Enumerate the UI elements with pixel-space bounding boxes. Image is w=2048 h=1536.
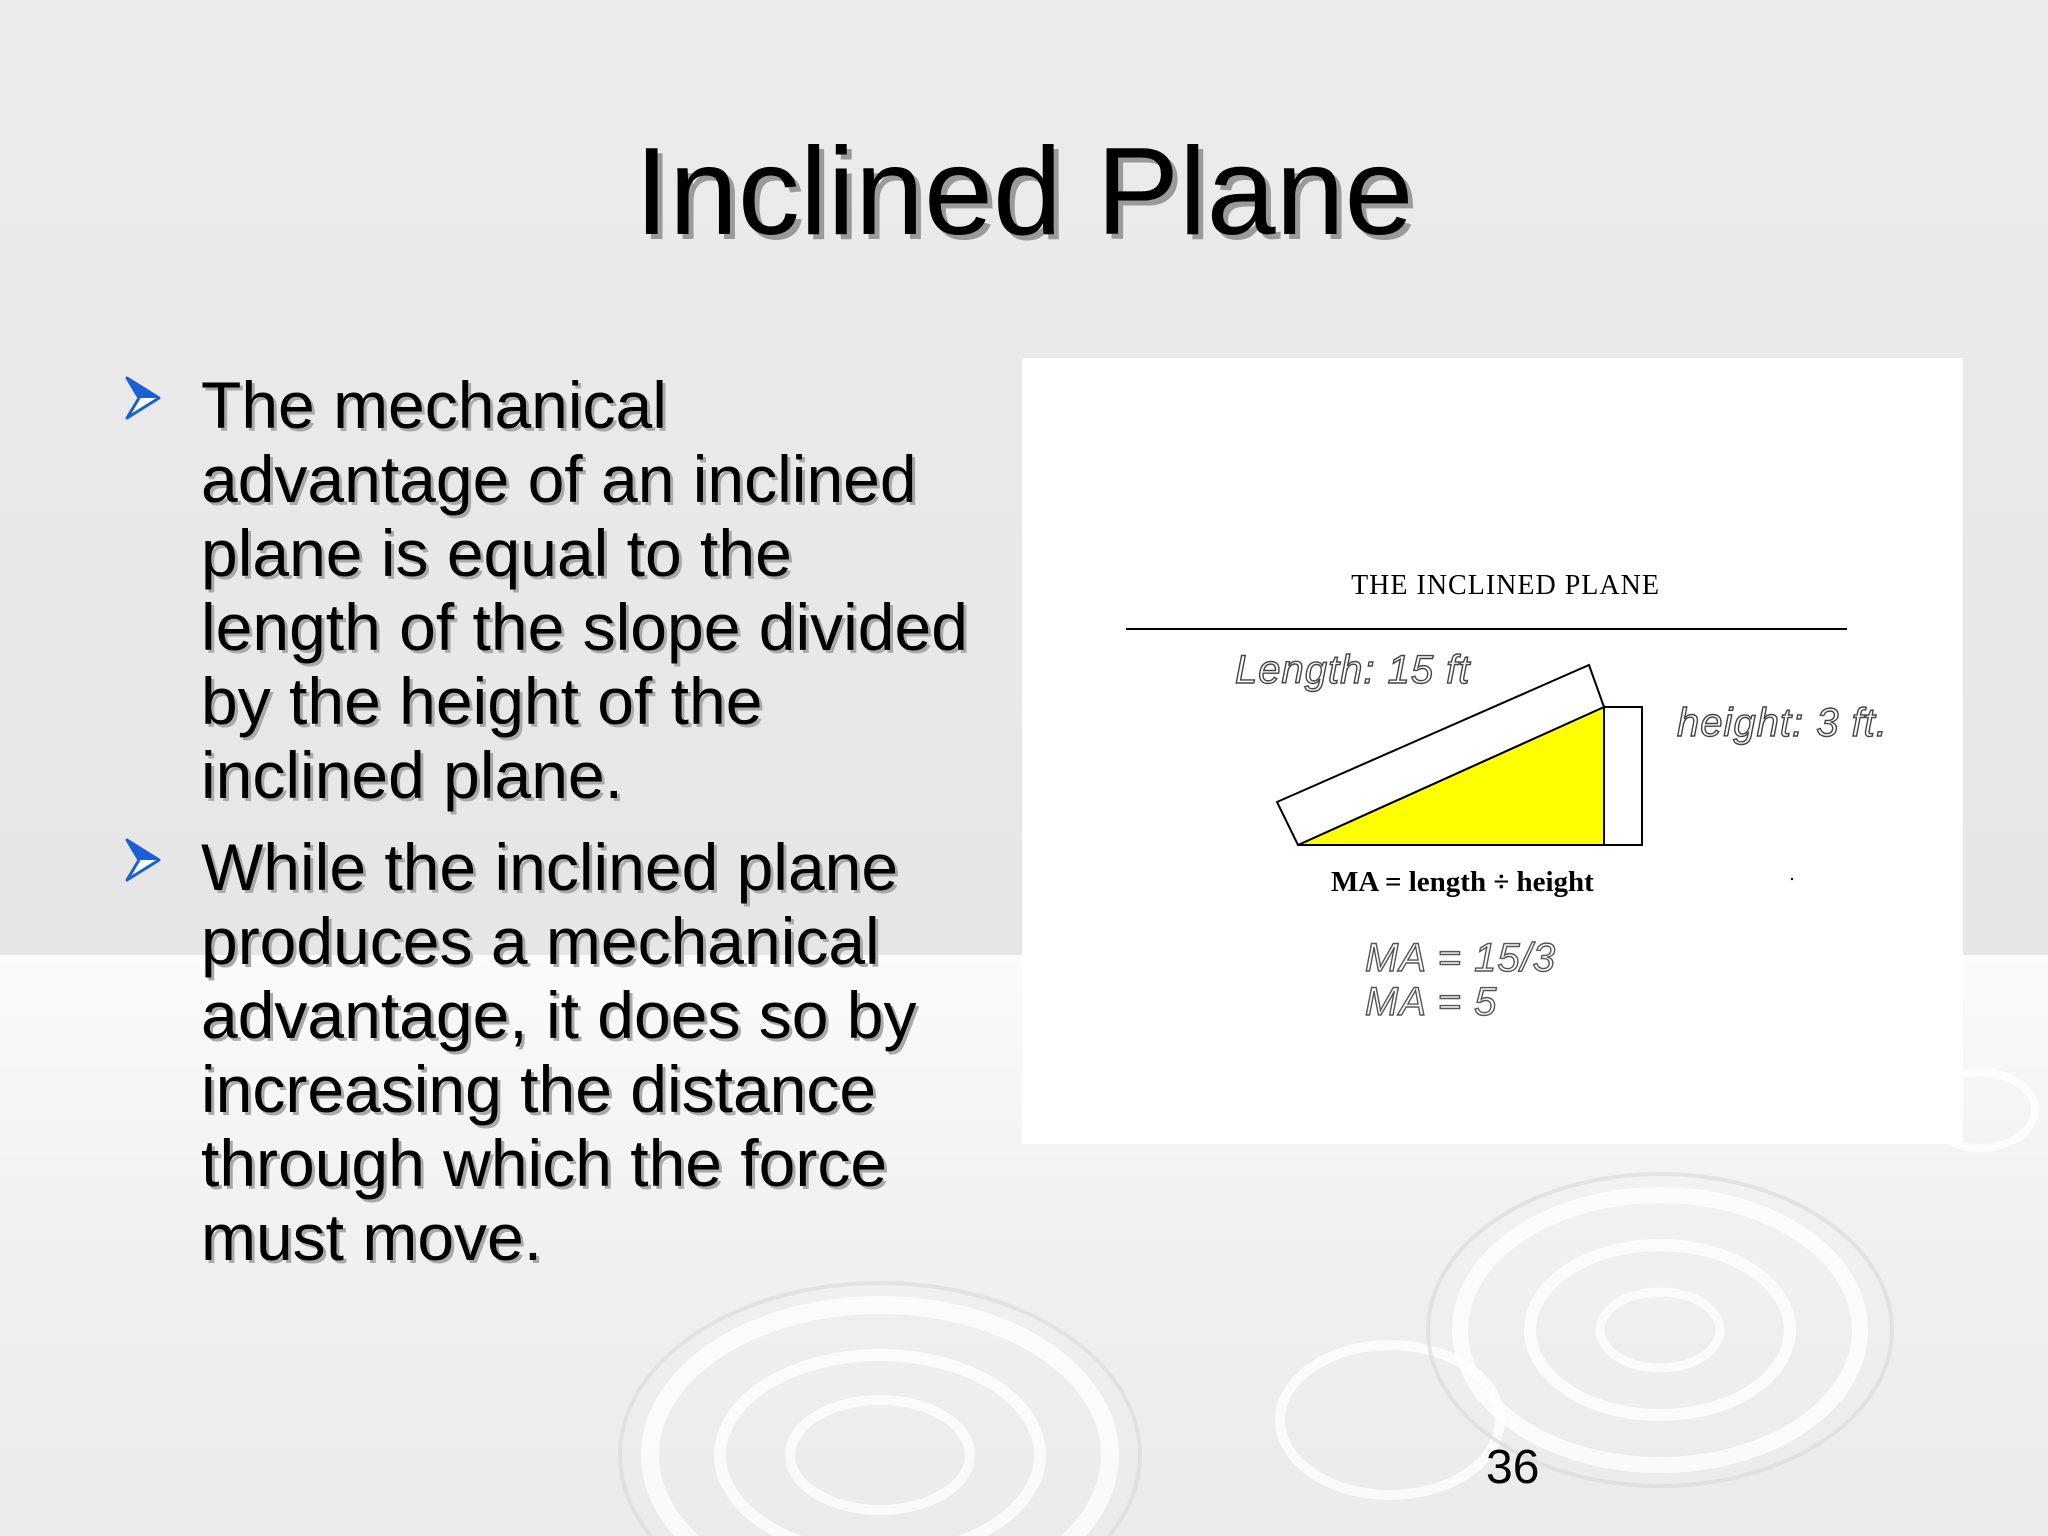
height-label: height: 3 ft.: [1677, 701, 1888, 745]
inclined-plane-figure: [1022, 358, 1963, 1144]
bullet-item: [125, 368, 975, 812]
ma-formula: MA = length ÷ height: [1331, 866, 1594, 898]
figure-title: THE INCLINED PLANE: [1351, 570, 1660, 601]
slide-title: Inclined Plane: [634, 123, 1414, 261]
bullet-text: The mechanical advantage of an inclined plane is equal to the length of the slope divided by the height of the inclined plane.: [201, 368, 968, 812]
arrow-bullet-icon: [125, 838, 161, 882]
slide-number: 36: [1486, 1441, 1540, 1494]
inclined-plane-diagram: [1022, 358, 1963, 1144]
height-bar: [1604, 707, 1642, 845]
bullet-list: [125, 368, 975, 1292]
arrow-bullet-icon: [125, 376, 161, 420]
bullet-item: [125, 830, 975, 1274]
ma-calculation: MA = 15/3: [1365, 936, 1556, 980]
ma-result: MA = 5: [1365, 980, 1498, 1024]
stray-dot: [1791, 878, 1793, 880]
bullet-text: While the inclined plane produces a mechanical advantage, it does so by increasing the distance through which the force must move.: [201, 830, 917, 1274]
length-label: Length: 15 ft: [1235, 648, 1471, 692]
